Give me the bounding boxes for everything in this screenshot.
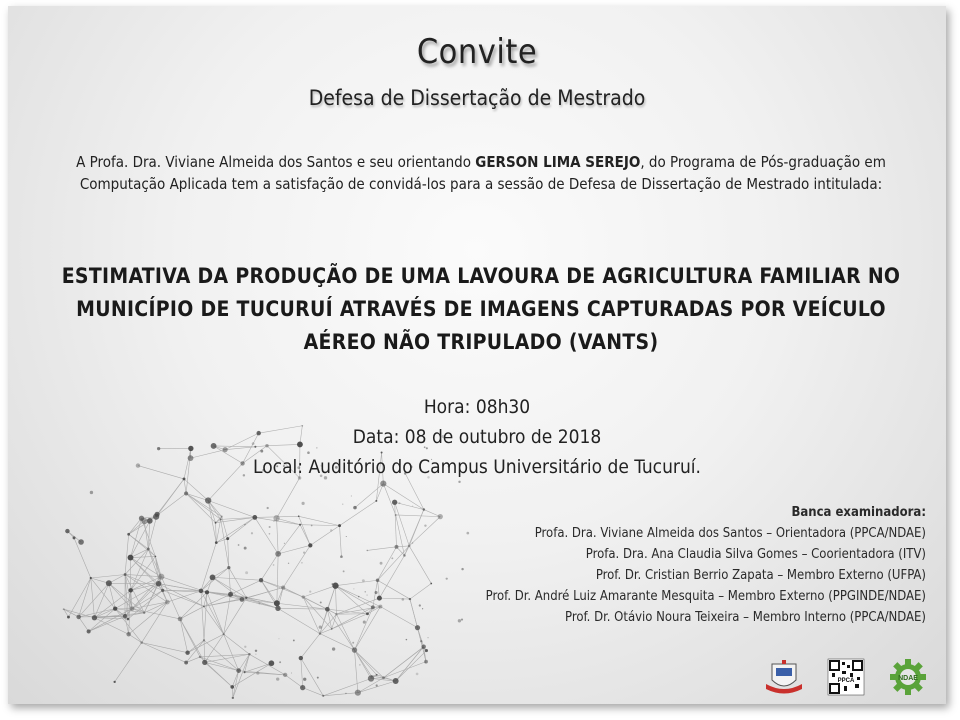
ndae-gear-icon: [886, 658, 930, 696]
institution-logos: [762, 658, 930, 696]
dissertation-title: ESTIMATIVA DA PRODUÇÃO DE UMA LAVOURA DE AGRICULTURA FAMILIAR NO MUNICÍPIO DE TUCURUÍ ATRAVÉS DE IMAGENS CAPTURADAS POR VEÍCULO AÉREO NÃO TRIPULADO (VANTS): [61, 264, 901, 354]
committee-member: Prof. Dr. André Luiz Amarante Mesquita – Membro Externo (PPGINDE/NDAE): [485, 589, 926, 604]
committee-member: Prof. Dr. Cristian Berrio Zapata – Membro Externo (UFPA): [595, 568, 926, 583]
invite-subtitle: Defesa de Dissertação de Mestrado: [308, 86, 646, 110]
committee: [486, 502, 926, 628]
event-details: [8, 392, 946, 482]
event-date: Data: 08 de outubro de 2018: [352, 426, 602, 448]
ndae-label: NDAE: [898, 675, 918, 682]
intro-part1: A Profa. Dra. Viviane Almeida dos Santos e seu orientando: [76, 153, 476, 171]
invitation-card: [8, 6, 946, 704]
committee-member: Prof. Dr. Otávio Noura Teixeira – Membro Interno (PPCA/NDAE): [565, 610, 926, 625]
committee-member: Profa. Dra. Ana Claudia Silva Gomes – Coorientadora (ITV): [585, 547, 926, 562]
intro-part2: , do Programa de Pós-graduação em Computação Aplicada tem a satisfação de convidá-los para a sessão de Defesa de Dissertação de Mestrado intitulada:: [79, 153, 886, 193]
invite-intro: [58, 151, 904, 195]
student-name: GERSON LIMA SEREJO: [475, 153, 641, 171]
event-time: Hora: 08h30: [423, 396, 531, 418]
event-location: Local: Auditório do Campus Universitário de Tucuruí.: [253, 456, 701, 478]
committee-member: Profa. Dra. Viviane Almeida dos Santos – Orientadora (PPCA/NDAE): [534, 526, 926, 541]
invite-title: Convite: [416, 32, 538, 72]
committee-heading: Banca examinadora:: [791, 505, 926, 520]
qr-label: PPCA: [837, 678, 855, 684]
qr-code-icon: [824, 658, 868, 696]
ufpa-crest-icon: [762, 658, 806, 696]
